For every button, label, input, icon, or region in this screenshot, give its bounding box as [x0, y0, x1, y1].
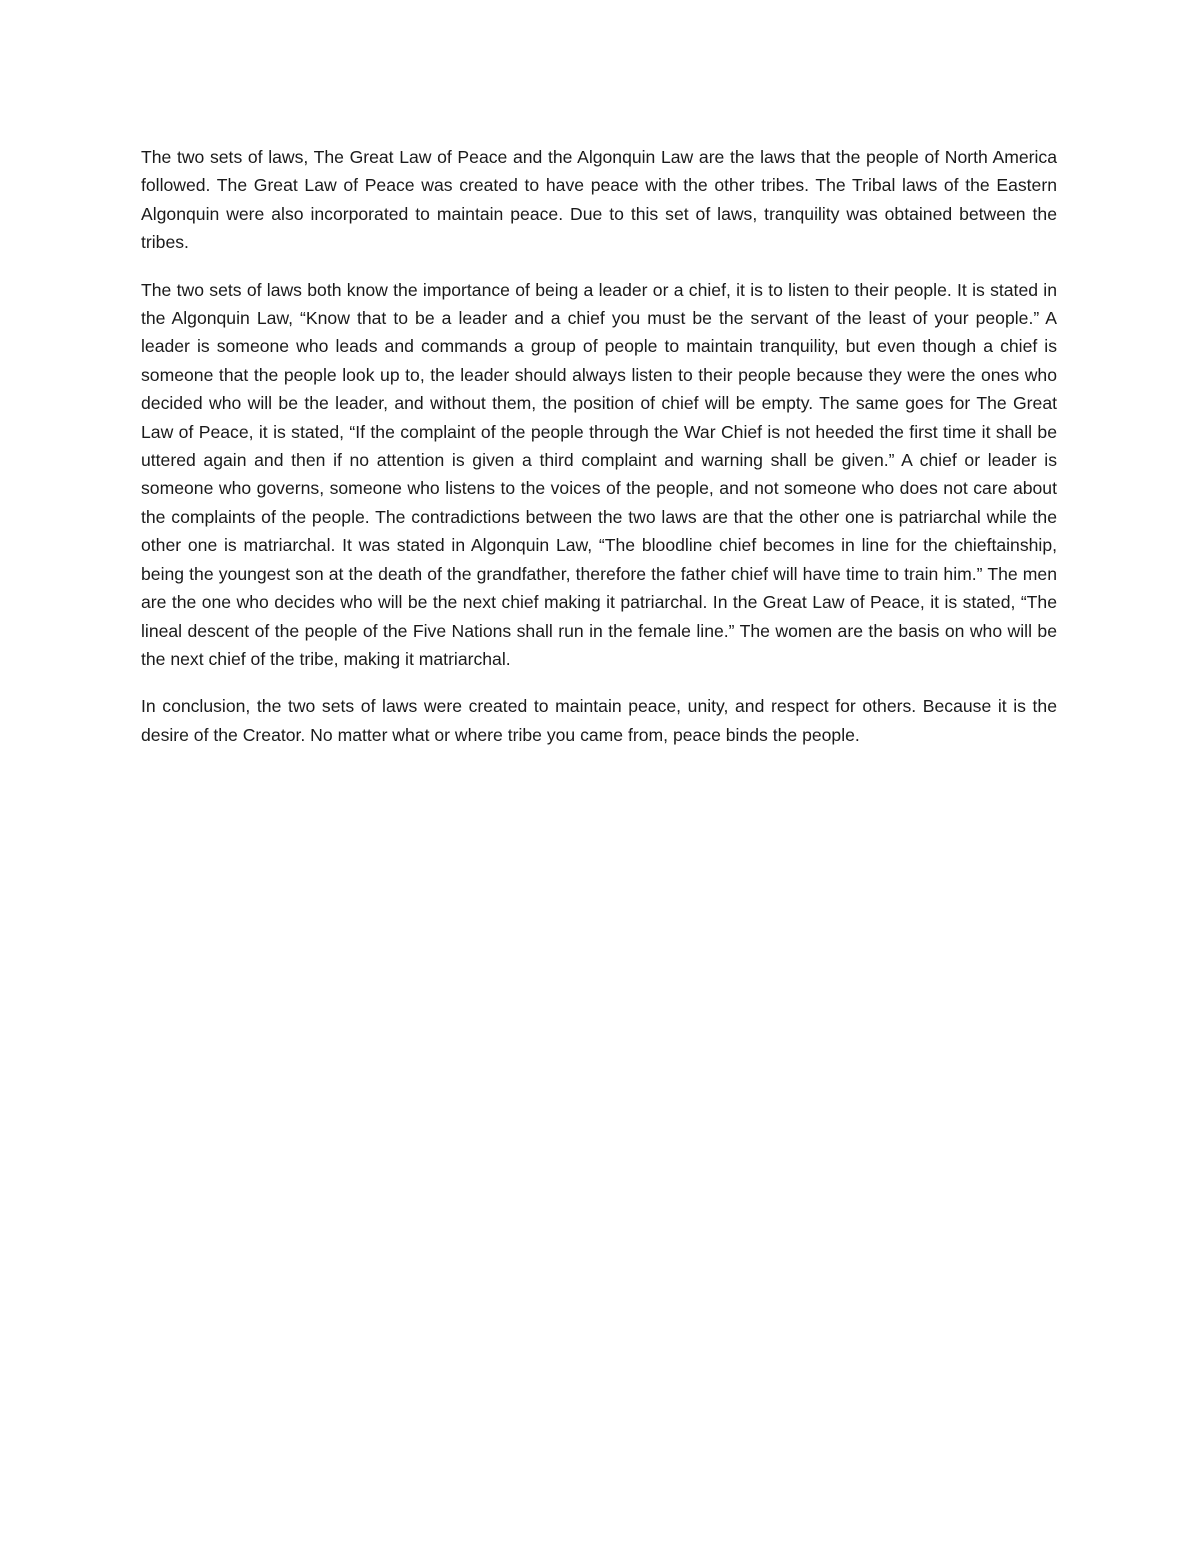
paragraph-intro: The two sets of laws, The Great Law of Peace and the Algonquin Law are the laws that the people of North America followed. The Great Law of Peace was created to have peace with the other tribes. The Tribal laws of the Eastern Algonquin were also incorporated to maintain peace. Due to this set of laws, tranquility was obtained between the tribes.: [141, 147, 1057, 253]
document-body: [141, 143, 1057, 768]
paragraph-conclusion: In conclusion, the two sets of laws were created to maintain peace, unity, and respect for others. Because it is the desire of the Creator. No matter what or where tribe you came from, peace binds the people.: [141, 696, 1057, 745]
paragraph-body: The two sets of laws both know the importance of being a leader or a chief, it is to listen to their people. It is stated in the Algonquin Law, “Know that to be a leader and a chief you must be the servant of the least of your people.” A leader is someone who leads and commands a group of people to maintain tranquility, but even though a chief is someone that the people look up to, the leader should always listen to their people because they were the ones who decided who will be the leader, and without them, the position of chief will be empty. The same goes for The Great Law of Peace, it is stated, “If the complaint of the people through the War Chief is not heeded the first time it shall be uttered again and then if no attention is given a third complaint and warning shall be given.” A chief or leader is someone who governs, someone who listens to the voices of the people, and not someone who does not care about the complaints of the people. The contradictions between the two laws are that the other one is patriarchal while the other one is matriarchal. It was stated in Algonquin Law, “The bloodline chief becomes in line for the chieftainship, being the youngest son at the death of the grandfather, therefore the father chief will have time to train him.” The men are the one who decides who will be the next chief making it patriarchal. In the Great Law of Peace, it is stated, “The lineal descent of the people of the Five Nations shall run in the female line.” The women are the basis on who will be the next chief of the tribe, making it matriarchal.: [141, 279, 1057, 669]
